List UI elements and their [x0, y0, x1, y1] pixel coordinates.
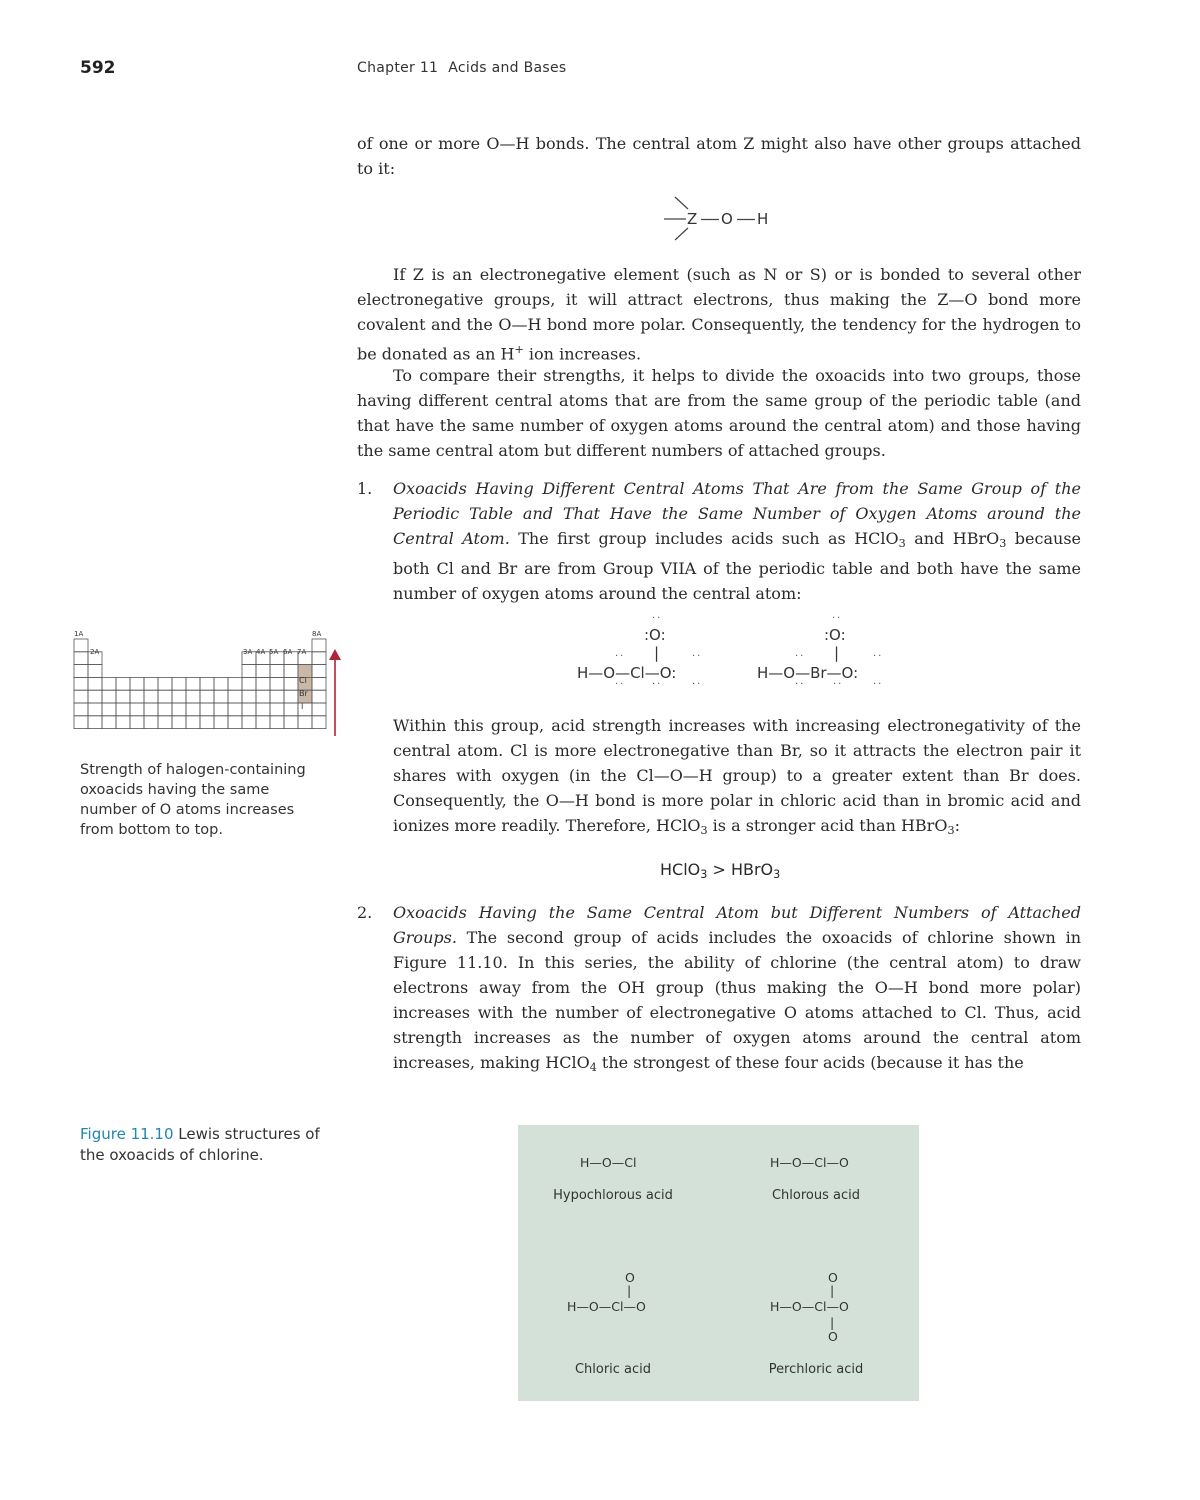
- periodic-cell: [200, 677, 214, 690]
- periodic-cell: [116, 690, 130, 703]
- periodic-cell: [88, 716, 102, 729]
- periodic-cell: [88, 665, 102, 678]
- para3-t3: :: [954, 816, 960, 835]
- figure-caption: [80, 1124, 330, 1166]
- hbro3-main: H—O—Br—O:: [757, 664, 859, 682]
- periodic-cell: [200, 690, 214, 703]
- periodic-cell: [186, 703, 200, 716]
- hbro3-top-o: :O:: [824, 626, 846, 644]
- periodic-cell: [74, 652, 88, 665]
- periodic-cell: [158, 703, 172, 716]
- periodic-cell: [130, 677, 144, 690]
- item1-t3: because both Cl and Br are from Group VIIA of the periodic table and both have the same number of oxygen atoms around the central atom:: [393, 529, 1082, 603]
- figure-11-10-box: [518, 1125, 919, 1401]
- periodic-cell: [102, 690, 116, 703]
- periodic-cell: [102, 716, 116, 729]
- group-2a: 2A: [90, 648, 100, 656]
- item1-sub2: 3: [999, 536, 1007, 550]
- group-5a: 5A: [269, 648, 279, 656]
- group-3a: 3A: [243, 648, 253, 656]
- figure-label: Figure 11.10: [80, 1125, 174, 1143]
- perchloric-bottom-o: O: [828, 1329, 838, 1344]
- para3-t1: Within this group, acid strength increases with increasing electronegativity of the central atom. Cl is more electronegative than Br, so it attracts the electron pair it shares with oxygen (in the Cl—O—H group) to a greater extent than Br does. Consequently, the O—H bond is more polar in chloric acid than in bromic acid and ionizes more readily. Therefore, HClO: [393, 716, 1081, 835]
- perchloric-name: Perchloric acid: [768, 1362, 864, 1377]
- perchloric-bottom-bar: |: [830, 1315, 835, 1330]
- zoh-h: H: [757, 210, 769, 228]
- periodic-cell: [312, 665, 326, 678]
- periodic-cell: [242, 716, 256, 729]
- periodic-cell: [242, 665, 256, 678]
- item1-t1: The first group includes acids such as HClO: [509, 529, 899, 548]
- element-br: Br: [299, 689, 308, 698]
- periodic-cell: [172, 716, 186, 729]
- periodic-cell: [256, 703, 270, 716]
- chapter-number: Chapter 11: [357, 60, 439, 76]
- periodic-cell: [312, 703, 326, 716]
- hypochlorous-formula: H—O—Cl: [580, 1155, 637, 1170]
- zoh-o: O: [721, 210, 733, 228]
- periodic-cell: [158, 716, 172, 729]
- periodic-cell: [88, 703, 102, 716]
- hclo3-top-o: :O:: [644, 626, 666, 644]
- periodic-cell: [130, 703, 144, 716]
- item1-t2: and HBrO: [905, 529, 1000, 548]
- page-number: 592: [80, 58, 116, 78]
- periodic-cell: [214, 677, 228, 690]
- chapter-title: Acids and Bases: [448, 60, 567, 76]
- periodic-cell: [270, 677, 284, 690]
- periodic-cell: [312, 652, 326, 665]
- periodic-cell: [144, 690, 158, 703]
- periodic-cell: [214, 703, 228, 716]
- margin-note: Strength of halogen-containing oxoacids having the same number of O atoms increases from bottom to top.: [80, 762, 306, 838]
- group-7a: 7A: [297, 648, 307, 656]
- chlorous-formula: H—O—Cl—O: [770, 1155, 849, 1170]
- item1-sub1: 3: [898, 536, 906, 550]
- periodic-cell: [186, 677, 200, 690]
- eq-left-sub: 3: [700, 867, 708, 881]
- element-cl: Cl: [299, 676, 307, 685]
- periodic-cell: [312, 639, 326, 652]
- dots-o2: ··: [873, 651, 884, 662]
- zoh-bond-oh: [736, 218, 756, 222]
- dots-top: ··: [652, 613, 663, 624]
- paragraph-within-group: [393, 713, 1081, 843]
- periodic-cell: [88, 690, 102, 703]
- dots-o1: ··: [615, 651, 626, 662]
- perchloric-top-o: O: [828, 1270, 838, 1285]
- dots-o2b: ··: [873, 679, 884, 690]
- dots-top: ··: [832, 613, 843, 624]
- periodic-cell: [270, 690, 284, 703]
- item2-number: 2.: [357, 903, 373, 922]
- eq-right-sub: 3: [773, 867, 781, 881]
- periodic-cell: [116, 716, 130, 729]
- periodic-cell: [200, 716, 214, 729]
- chloric-name: Chloric acid: [574, 1362, 652, 1377]
- periodic-cell: [130, 690, 144, 703]
- element-i: I: [301, 702, 304, 711]
- dots-o2: ··: [692, 651, 703, 662]
- periodic-cell: [172, 703, 186, 716]
- strength-equation: [660, 860, 780, 881]
- periodic-cell: [270, 716, 284, 729]
- periodic-cell: [186, 716, 200, 729]
- periodic-cell: [88, 677, 102, 690]
- periodic-cell: [256, 677, 270, 690]
- eq-right: HBrO: [730, 860, 774, 879]
- periodic-cell: [144, 677, 158, 690]
- periodic-cell: [74, 703, 88, 716]
- paragraph-compare: To compare their strengths, it helps to divide the oxoacids into two groups, those having different central atoms that are from the same group of the periodic table (and that have the same number of oxygen atoms around the central atom) and those having the same central atom but different numbers of attached groups.: [357, 366, 1081, 460]
- periodic-cell: [172, 690, 186, 703]
- eq-op: >: [707, 860, 731, 879]
- periodic-cell: [242, 677, 256, 690]
- hypochlorous-name: Hypochlorous acid: [553, 1188, 673, 1203]
- hclo3-main: H—O—Cl—O:: [577, 664, 677, 682]
- periodic-cell: [284, 703, 298, 716]
- periodic-cell: [214, 690, 228, 703]
- item2-text: [393, 900, 1081, 1080]
- zoh-z: Z: [687, 210, 698, 228]
- periodic-cell: [102, 703, 116, 716]
- perchloric-bar: |: [830, 1283, 835, 1298]
- chloric-top-o: O: [625, 1270, 635, 1285]
- periodic-cell: [242, 703, 256, 716]
- periodic-cell: [172, 677, 186, 690]
- running-head: [357, 60, 566, 76]
- item2-title: Oxoacids Having the Same Central Atom but Different Numbers of Attached Groups.: [393, 903, 1081, 947]
- periodic-cell: [228, 690, 242, 703]
- chloric-bar: |: [627, 1283, 632, 1298]
- para3-t2: is a stronger acid than HBrO: [707, 816, 948, 835]
- perchloric-formula: H—O—Cl—O: [770, 1299, 849, 1314]
- periodic-cell: [228, 716, 242, 729]
- item2-sub1: 4: [589, 1060, 597, 1074]
- dots-brb: ··: [833, 679, 844, 690]
- periodic-cell: [298, 716, 312, 729]
- item1-title: Oxoacids Having Different Central Atoms That Are from the Same Group of the Periodic Table and That Have the Same Number of Oxygen Atoms around the Central Atom.: [393, 479, 1081, 548]
- periodic-cell: [256, 716, 270, 729]
- para1-text: If Z is an electronegative element (such as N or S) or is bonded to several other electronegative groups, it will attract electrons, thus making the Z—O bond more covalent and the O—H bond more polar. Consequently, the tendency for the hydrogen to be donated as an H: [357, 265, 1081, 364]
- group-1a: 1A: [74, 630, 84, 638]
- periodic-cell: [312, 690, 326, 703]
- periodic-cell: [284, 716, 298, 729]
- periodic-cell: [74, 716, 88, 729]
- periodic-cell: [256, 665, 270, 678]
- periodic-cell: [74, 639, 88, 652]
- periodic-cell: [144, 716, 158, 729]
- periodic-cell: [116, 703, 130, 716]
- group-4a: 4A: [256, 648, 266, 656]
- para1-superscript: +: [514, 343, 524, 356]
- para3-sub2: 3: [947, 823, 955, 837]
- periodic-cell: [74, 690, 88, 703]
- item2-t1: The second group of acids includes the oxoacids of chlorine shown in Figure 11.10. In this series, the ability of chlorine (the central atom) to draw electrons away from the OH group (thus making the O—H bond more polar) increases with the number of electronegative O atoms attached to Cl. Thus, acid strength increases as the number of oxygen atoms around the central atom increases, making HClO: [393, 928, 1081, 1072]
- periodic-cell: [102, 677, 116, 690]
- figure-caption-text: Lewis structures of the oxoacids of chlorine.: [80, 1125, 320, 1164]
- periodic-cell: [256, 690, 270, 703]
- item1-text: [393, 476, 1081, 606]
- periodic-cell: [116, 677, 130, 690]
- periodic-cell: [144, 703, 158, 716]
- periodic-cell: [242, 690, 256, 703]
- periodic-cell: [214, 716, 228, 729]
- para3-sub1: 3: [700, 823, 708, 837]
- dots-o1: ··: [795, 651, 806, 662]
- chloric-formula: H—O—Cl—O: [567, 1299, 646, 1314]
- periodic-cell: [130, 716, 144, 729]
- periodic-cell: [270, 703, 284, 716]
- hbro3-bar: |: [834, 644, 840, 662]
- periodic-cell: [158, 690, 172, 703]
- dots-clb: ··: [652, 679, 663, 690]
- group-6a: 6A: [283, 648, 293, 656]
- periodic-cell: [312, 716, 326, 729]
- zoh-bond-zo: [700, 218, 720, 222]
- para1-end: ion increases.: [523, 344, 642, 364]
- periodic-cell: [158, 677, 172, 690]
- periodic-cell: [284, 690, 298, 703]
- periodic-cell: [74, 665, 88, 678]
- periodic-cell: [228, 677, 242, 690]
- item2-t2: the strongest of these four acids (because it has the: [596, 1053, 1024, 1072]
- periodic-cell: [228, 703, 242, 716]
- periodic-cell: [200, 703, 214, 716]
- periodic-cell: [270, 665, 284, 678]
- dots-o2b: ··: [692, 679, 703, 690]
- periodic-cell: [284, 677, 298, 690]
- group-8a: 8A: [312, 630, 322, 638]
- periodic-cell: [312, 677, 326, 690]
- dots-o1b: ··: [615, 679, 626, 690]
- periodic-cell: [186, 690, 200, 703]
- hclo3-bar: |: [654, 644, 660, 662]
- strength-arrow-icon: [327, 648, 343, 740]
- periodic-cell: [74, 677, 88, 690]
- paragraph-intro: of one or more O—H bonds. The central atom Z might also have other groups attached to it:: [357, 134, 1081, 178]
- paragraph-electronegativity: [357, 262, 1081, 367]
- periodic-cell: [284, 665, 298, 678]
- periodic-table-grid: [70, 628, 350, 748]
- eq-left: HClO: [660, 860, 701, 879]
- item1-number: 1.: [357, 479, 373, 498]
- chlorous-name: Chlorous acid: [771, 1188, 861, 1203]
- dots-o1b: ··: [795, 679, 806, 690]
